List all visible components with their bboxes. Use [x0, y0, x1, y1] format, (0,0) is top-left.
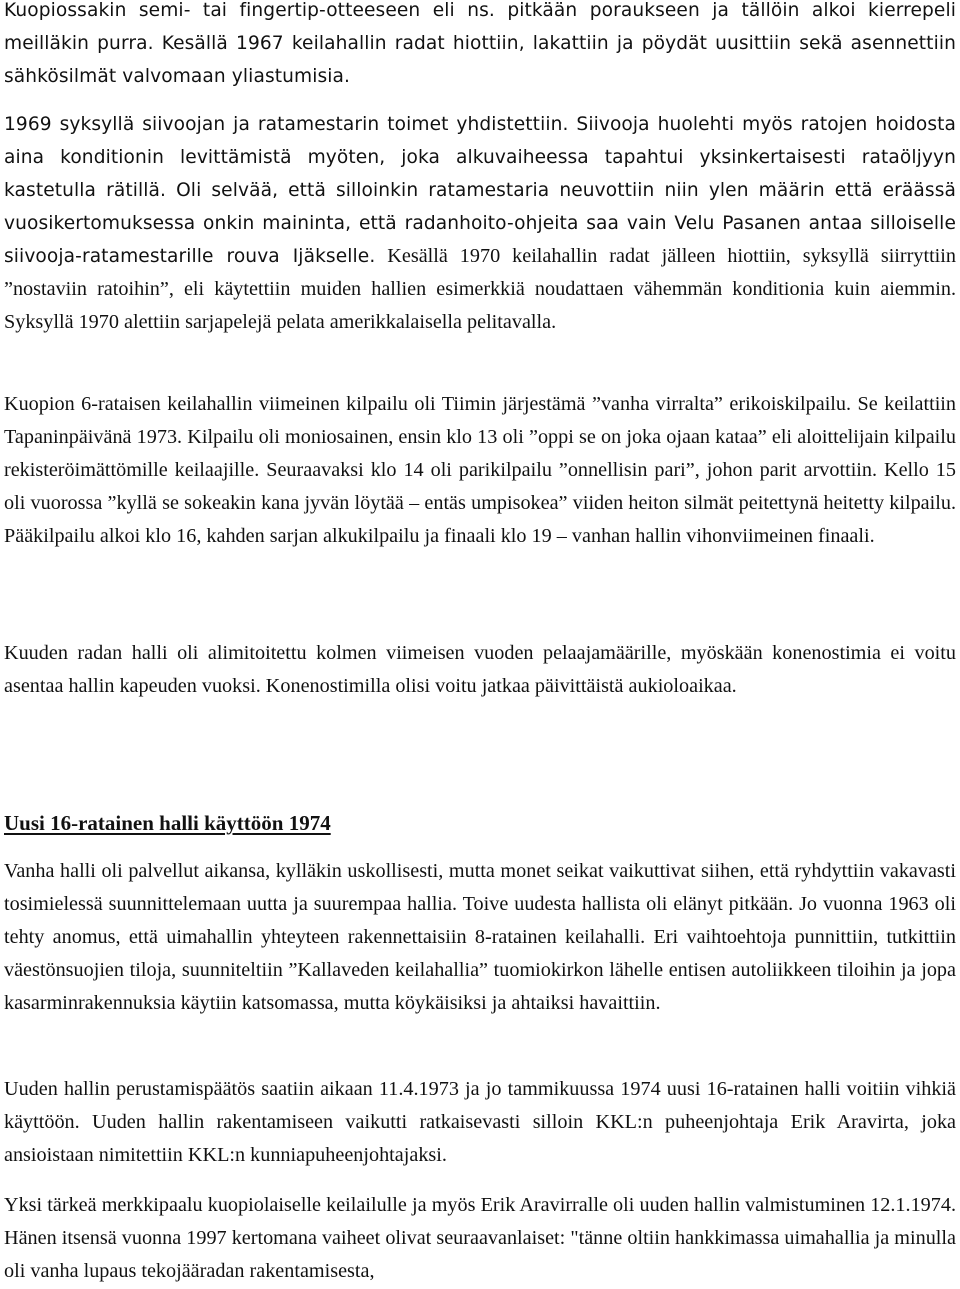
paragraph-new-hall-planning: Vanha halli oli palvellut aikansa, kylläkin uskollisesti, mutta monet seikat vaikuttivat siihen, että ryhdyttiin vakavasti tosimielessä suunnittelemaan uutta ja suurempaa hallia. Toive uudesta hallista oli elänyt pitkään. Jo vuonna 1963 oli tehty anomus, että uimahallin yhteyteen rakennettaisiin 8-ratainen keilahalli. Eri vaihtoehtoja punnittiin, tutkittiin väestönsuojien tiloja, suunniteltiin ”Kallaveden keilahallia” tuomiokirkon lähelle entisen autoliikkeen tiloihin ja jopa kasarminrakennuksia käytiin katsomassa, mutta köykäisiksi ja ahtaiksi havaittiin. — [4, 860, 956, 1014]
paragraph-bowling-technique: Kuopiossakin semi- tai fingertip-otteeseen eli ns. pitkään poraukseen ja tällöin alkoi kierrepeli meilläkin purra. Kesällä 1967 keilahallin radat hiottiin, lakattiin ja pöydät uusittiin sekä asennettiin sähkösilmät valvomaan yliastumisia. — [4, 0, 956, 87]
paragraph-lane-maintenance-part1: 1969 syksyllä siivoojan ja ratamestarin toimet yhdistettiin. Siivooja huolehti myös ratojen hoidosta aina konditionin levittämistä myöten, joka alkuvaiheessa tapahtui yksinkertaisesti rataöljyyn kastetulla rätillä. Oli selvää, että silloinkin ratamestaria neuvottiin niin ylen määrin että eräässä vuosikertomuksessa onkin maininta, että radanhoito-ohjeita saa vain Velu Pasanen antaa silloiselle siivooja-ratamestarille rouva Ijäkselle. — [4, 114, 956, 267]
paragraph-last-competition: Kuopion 6-rataisen keilahallin viimeinen kilpailu oli Tiimin järjestämä ”vanha virralta” erikoiskilpailu. Se keilattiin Tapaninpäivänä 1973. Kilpailu oli moniosainen, ensin klo 13 oli ”oppi se on joka ojaan kataa” eli aloittelijain kilpailu rekisteröimättömille keilaajille. Seuraavaksi klo 14 oli parikilpailu ”onnellisin pari”, johon parit arvottiin. Kello 15 oli vuorossa ”kyllä se sokeakin kana jyvän löytää – entäs umpisokea” viiden heiton silmät peitettynä heitetty kilpailu. Pääkilpailu alkoi klo 16, kahden sarjan alkukilpailu ja finaali klo 19 – vanhan hallin vihonviimeinen finaali. — [4, 393, 956, 547]
paragraph-lane-maintenance-part2: Kesällä 1970 keilahallin radat jälleen hiottiin, syksyllä siirryttiin ”nostaviin ratoihin”, eli käytettiin muiden hallien esimerkkiä noudattaen vähemmän konditionia kuin aiemmin. Syksyllä 1970 alettiin sarjapelejä pelata amerikkalaisella pelitavalla. — [4, 245, 956, 333]
paragraph-undersized-hall: Kuuden radan halli oli alimitoitettu kolmen viimeisen vuoden pelaajamäärille, myöskään konenostimia ei voitu asentaa hallin kapeuden vuoksi. Konenostimilla olisi voitu jatkaa päivittäistä aukioloaikaa. — [4, 642, 956, 697]
paragraph-lane-maintenance — [4, 108, 956, 339]
paragraph-milestone: Yksi tärkeä merkkipaalu kuopiolaiselle keilailulle ja myös Erik Aravirralle oli uuden hallin valmistuminen 12.1.1974. Hänen itsensä vuonna 1997 kertomana vaiheet olivat seuraavanlaiset: "tänne oltiin hankkimassa uimahallia ja minulla oli vanha lupaus tekojääradan rakentamisesta, — [4, 1194, 956, 1282]
paragraph-new-hall-decision: Uuden hallin perustamispäätös saatiin aikaan 11.4.1973 ja jo tammikuussa 1974 uusi 16-ratainen halli voitiin vihkiä käyttöön. Uuden hallin rakentamiseen vaikutti ratkaisevasti silloin KKL:n puheenjohtaja Erik Aravirta, joka ansioistaan nimitettiin KKL:n kunniapuheenjohtajaksi. — [4, 1078, 956, 1166]
section-heading: Uusi 16-ratainen halli käyttöön 1974 — [4, 811, 331, 835]
